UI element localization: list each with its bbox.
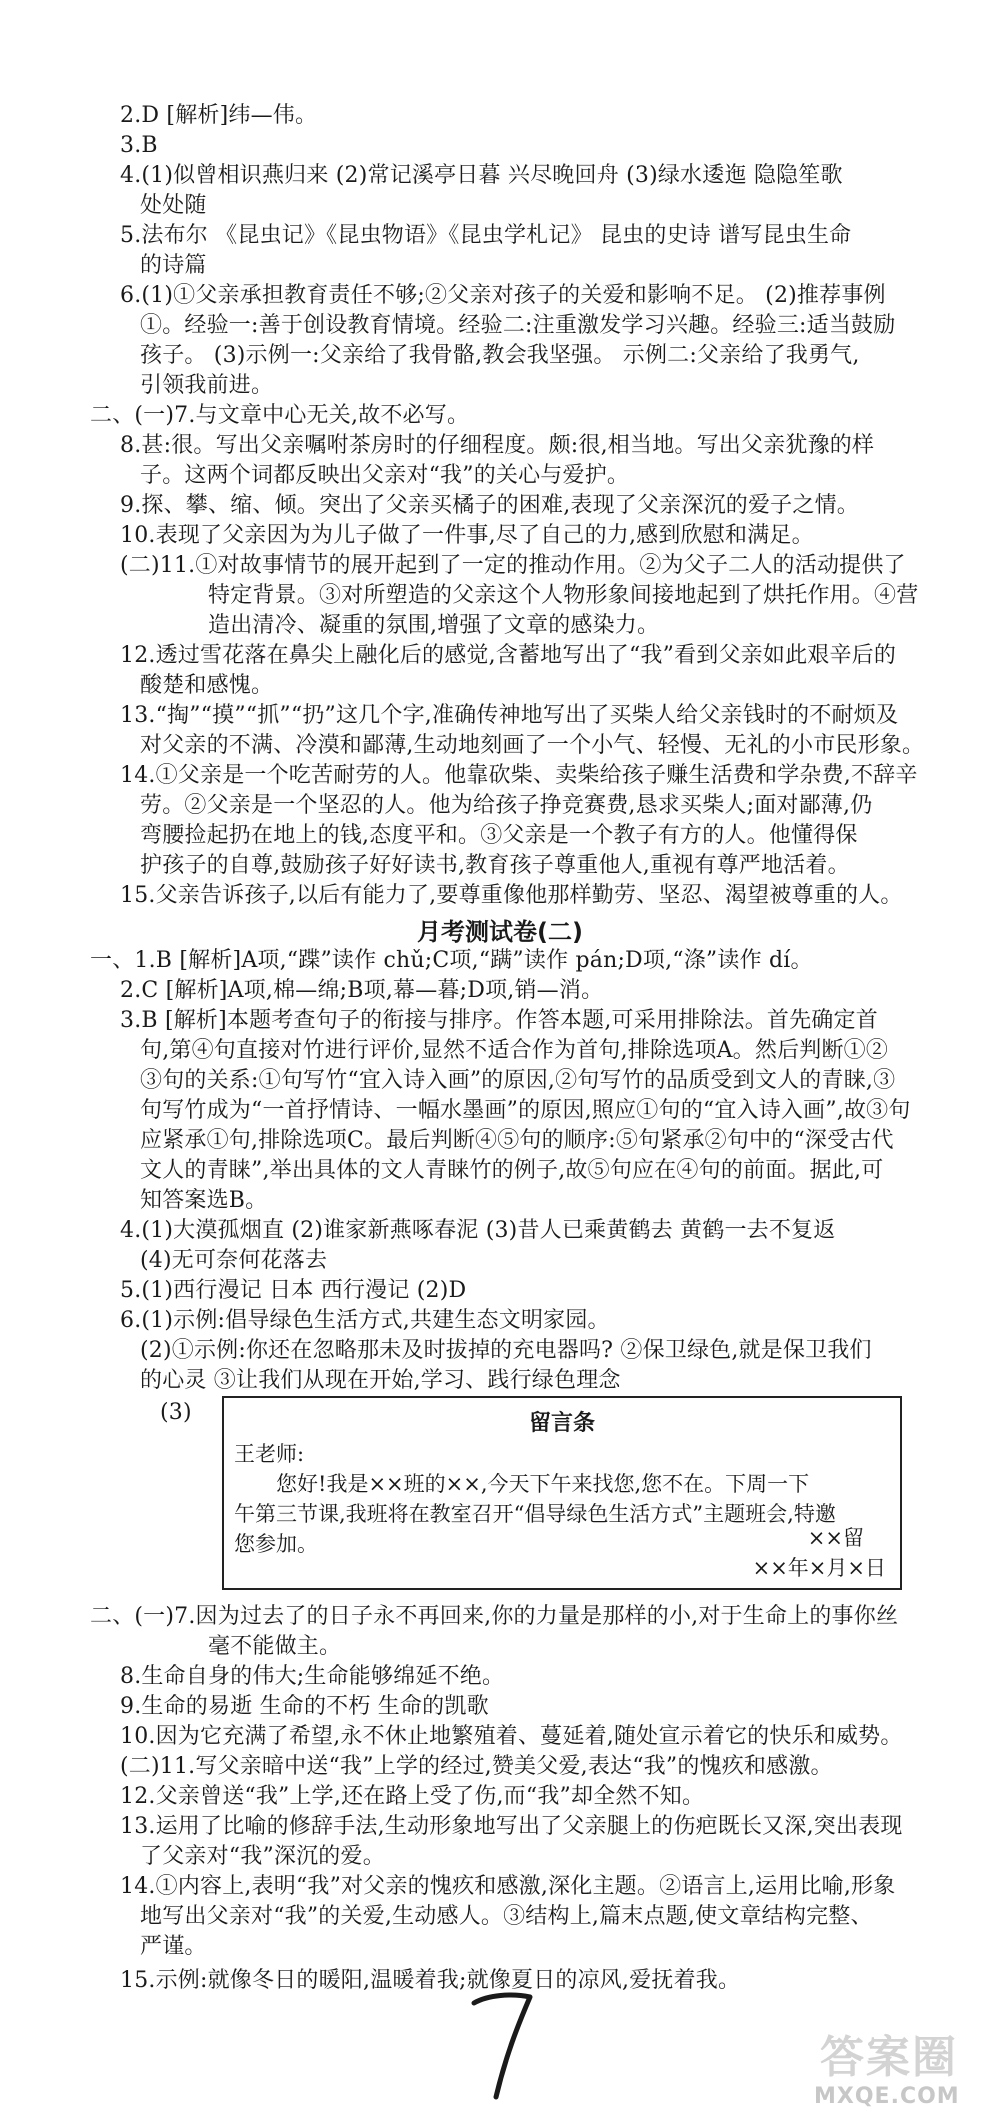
answer-line: 9.探、攀、缩、倾。突出了父亲买橘子的困难,表现了父亲深沉的爱子之情。 [120, 493, 859, 518]
answer-line: 8.生命自身的伟大;生命能够绵延不绝。 [120, 1664, 505, 1689]
answer-line: 严谨。 [140, 1934, 207, 1959]
answer-line: 5.法布尔 《昆虫记》《昆虫物语》《昆虫学札记》 昆虫的史诗 谱写昆虫生命 [120, 223, 852, 248]
answer-line: 10.因为它充满了希望,永不休止地繁殖着、蔓延着,随处宣示着它的快乐和威势。 [120, 1724, 903, 1749]
note-date: ××年×月×日 [752, 1556, 886, 1580]
message-note-box [222, 1396, 902, 1590]
answer-line: 13.“掏”“摸”“抓”“扔”这几个字,准确传神地写出了买柴人给父亲钱时的不耐烦及 [120, 703, 899, 728]
answer-line: ①。经验一:善于创设教育情境。经验二:注重激发学习兴趣。经验三:适当鼓励 [140, 313, 896, 338]
answer-line: 了父亲对“我”深沉的爱。 [140, 1844, 385, 1869]
answer-line: 15.父亲告诉孩子,以后有能力了,要尊重像他那样勤劳、坚忍、渴望被尊重的人。 [120, 883, 903, 908]
answer-line: 3.B [120, 133, 158, 158]
answer-line: 毫不能做主。 [208, 1634, 342, 1659]
answer-line: 文人的青睐”,举出具体的文人青睐竹的例子,故⑤句应在④句的前面。据此,可 [140, 1158, 884, 1183]
note-greeting: 王老师: [234, 1442, 305, 1466]
answer-line: 酸楚和感愧。 [140, 673, 274, 698]
note-body-line: 午第三节课,我班将在教室召开“倡导绿色生活方式”主题班会,特邀 [234, 1502, 836, 1526]
watermark [814, 2007, 984, 2117]
answer-line: 引领我前进。 [140, 373, 274, 398]
answer-line: 弯腰捡起扔在地上的钱,态度平和。③父亲是一个教子有方的人。他懂得保 [140, 823, 858, 848]
answer-line: (3) [160, 1400, 192, 1425]
answer-line: 12.父亲曾送“我”上学,还在路上受了伤,而“我”却全然不知。 [120, 1784, 705, 1809]
answer-line: 2.C [解析]A项,棉—绵;B项,幕—暮;D项,销—消。 [120, 978, 604, 1003]
answer-line: 6.(1)示例:倡导绿色生活方式,共建生态文明家园。 [120, 1308, 610, 1333]
answer-line: 应紧承①句,排除选项C。最后判断④⑤句的顺序:⑤句紧承②句中的“深受古代 [140, 1128, 894, 1153]
answer-line: 的心灵 ③让我们从现在开始,学习、践行绿色理念 [140, 1368, 621, 1393]
answer-line: 劳。②父亲是一个坚忍的人。他为给孩子挣竞赛费,恳求买柴人;面对鄙薄,仍 [140, 793, 873, 818]
answer-line: 13.运用了比喻的修辞手法,生动形象地写出了父亲腿上的伤疤既长又深,突出表现 [120, 1814, 903, 1839]
answer-line: (2)①示例:你还在忽略那未及时拔掉的充电器吗? ②保卫绿色,就是保卫我们 [140, 1338, 872, 1363]
answer-line: 6.(1)①父亲承担教育责任不够;②父亲对孩子的关爱和影响不足。 (2)推荐事例 [120, 283, 886, 308]
watermark-site: MXQE.COM [814, 2084, 960, 2109]
page-number-handwritten [468, 1985, 536, 2105]
answer-line: 句,第④句直接对竹进行评价,显然不适合作为首句,排除选项A。然后判断①② [140, 1038, 889, 1063]
answer-line: (二)11.①对故事情节的展开起到了一定的推动作用。②为父子二人的活动提供了 [120, 553, 906, 578]
answer-line: 14.①内容上,表明“我”对父亲的愧疚和感激,深化主题。②语言上,运用比喻,形象 [120, 1874, 896, 1899]
answer-line: 地写出父亲对“我”的关爱,生动感人。③结构上,篇末点题,使文章结构完整、 [140, 1904, 873, 1929]
answer-line: 造出清冷、凝重的氛围,增强了文章的感染力。 [208, 613, 660, 638]
answer-line: 二、(一)7.因为过去了的日子永不再回来,你的力量是那样的小,对于生命上的事你丝 [90, 1604, 899, 1629]
answer-line: 8.甚:很。写出父亲嘱咐茶房时的仔细程度。颇:很,相当地。写出父亲犹豫的样 [120, 433, 875, 458]
answer-line: 子。这两个词都反映出父亲对“我”的关心与爱护。 [140, 463, 630, 488]
answer-line: 2.D [解析]纬—伟。 [120, 103, 318, 128]
answer-line: ③句的关系:①句写竹“宜入诗入画”的原因,②句写竹的品质受到文人的青睐,③ [140, 1068, 896, 1093]
answer-line: 5.(1)西行漫记 日本 西行漫记 (2)D [120, 1278, 467, 1303]
answer-line: 知答案选B。 [140, 1188, 268, 1213]
answer-line: 15.示例:就像冬日的暖阳,温暖着我;就像夏日的凉风,爱抚着我。 [120, 1968, 741, 1993]
answer-line: 对父亲的不满、冷漠和鄙薄,生动地刻画了一个小气、轻慢、无礼的小市民形象。 [140, 733, 925, 758]
note-title: 留言条 [528, 1411, 595, 1436]
answer-line: 护孩子的自尊,鼓励孩子好好读书,教育孩子尊重他人,重视有尊严地活着。 [140, 853, 850, 878]
note-signature: ××留 [807, 1526, 864, 1550]
answer-line: 10.表现了父亲因为为儿子做了一件事,尽了自己的力,感到欣慰和满足。 [120, 523, 814, 548]
note-body-line: 您参加。 [234, 1532, 318, 1556]
answer-line: (4)无可奈何花落去 [140, 1248, 328, 1273]
answer-line: 孩子。 (3)示例一:父亲给了我骨骼,教会我坚强。 示例二:父亲给了我勇气, [140, 343, 860, 368]
answer-line: 4.(1)似曾相识燕归来 (2)常记溪亭日暮 兴尽晚回舟 (3)绿水逶迤 隐隐笙歌 [120, 163, 843, 188]
answer-line: 一、1.B [解析]A项,“蹀”读作 chǔ;C项,“蹒”读作 pán;D项,“涤”读作 dí。 [90, 948, 813, 973]
answer-line: 12.透过雪花落在鼻尖上融化后的感觉,含蓄地写出了“我”看到父亲如此艰辛后的 [120, 643, 897, 668]
answer-line: (二)11.写父亲暗中送“我”上学的经过,赞美父爱,表达“我”的愧疚和感激。 [120, 1754, 833, 1779]
answer-line: 4.(1)大漠孤烟直 (2)谁家新燕啄春泥 (3)昔人已乘黄鹤去 黄鹤一去不复返 [120, 1218, 836, 1243]
answer-line: 处处随 [140, 193, 207, 218]
answer-line: 特定背景。③对所塑造的父亲这个人物形象间接地起到了烘托作用。④营 [208, 583, 919, 608]
answer-line: 9.生命的易逝 生命的不朽 生命的凯歌 [120, 1694, 489, 1719]
note-body-line: 您好!我是××班的××,今天下午来找您,您不在。下周一下 [276, 1472, 810, 1496]
watermark-logo: 答案圈 [820, 2032, 958, 2083]
answer-line: 3.B [解析]本题考查句子的衔接与排序。作答本题,可采用排除法。首先确定首 [120, 1008, 878, 1033]
answer-line: 句写竹成为“一首抒情诗、一幅水墨画”的原因,照应①句的“宜入诗入画”,故③句 [140, 1098, 911, 1123]
section-title: 月考测试卷(二) [417, 918, 583, 946]
answer-line: 14.①父亲是一个吃苦耐劳的人。他靠砍柴、卖柴给孩子赚生活费和学杂费,不辞辛 [120, 763, 918, 788]
answer-line: 二、(一)7.与文章中心无关,故不必写。 [90, 403, 470, 428]
answer-line: 的诗篇 [140, 253, 207, 278]
